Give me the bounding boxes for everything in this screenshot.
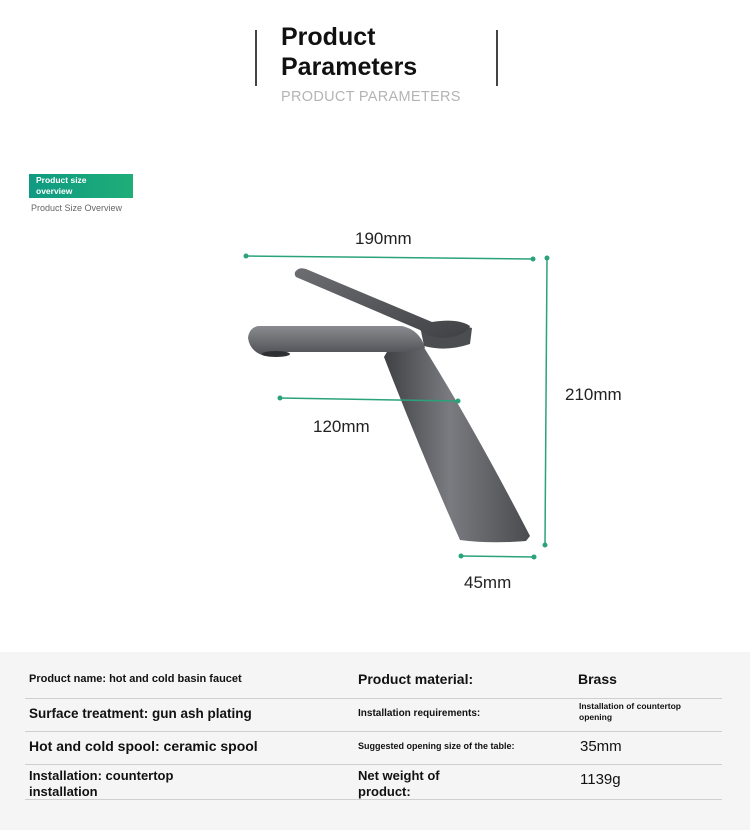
page-title-line2: Parameters	[281, 53, 418, 81]
dimension-line-length	[244, 254, 536, 262]
param-opening-size-label: Suggested opening size of the table:	[358, 741, 515, 751]
param-installation-requirements-line1: Installation of countertop	[579, 701, 681, 711]
dimension-line-base	[459, 554, 537, 560]
param-installation-requirements-label: Installation requirements:	[358, 708, 481, 719]
dimension-label-length: 190mm	[355, 229, 412, 248]
table-row-divider	[25, 698, 722, 699]
table-row-divider	[25, 731, 722, 732]
param-material-value: Brass	[578, 671, 617, 687]
page-title-line1: Product	[281, 23, 376, 51]
dimension-line-height	[543, 256, 550, 548]
table-row-divider	[25, 799, 722, 800]
section-badge-line1: Product size	[36, 175, 87, 185]
param-net-weight-line1: Net weight of	[358, 768, 440, 783]
dimension-label-height: 210mm	[565, 385, 622, 404]
param-installation-requirements-line2: opening	[579, 712, 613, 722]
param-installation-requirements-value	[579, 701, 681, 723]
param-product-name: Product name: hot and cold basin faucet	[29, 673, 242, 685]
section-badge-line2: overview	[36, 185, 73, 196]
param-net-weight-label	[358, 768, 440, 800]
param-material-label: Product material:	[358, 671, 474, 687]
param-installation-line1: Installation: countertop	[29, 768, 174, 783]
faucet-body	[384, 338, 530, 542]
param-net-weight-line2: product:	[358, 784, 411, 799]
faucet-aerator	[262, 351, 290, 357]
page-subtitle: PRODUCT PARAMETERS	[281, 89, 461, 105]
section-badge-subtitle: Product Size Overview	[31, 203, 123, 213]
param-spool: Hot and cold spool: ceramic spool	[29, 738, 258, 754]
table-row-divider	[25, 764, 722, 765]
param-installation	[29, 768, 173, 800]
param-surface-treatment: Surface treatment: gun ash plating	[29, 706, 252, 721]
parameters-table	[0, 652, 750, 830]
dimension-label-reach: 120mm	[313, 417, 370, 436]
dimension-label-base: 45mm	[464, 573, 512, 592]
param-opening-size-value: 35mm	[580, 738, 622, 755]
param-installation-line2: installation	[29, 784, 98, 799]
param-net-weight-value: 1139g	[580, 771, 621, 788]
